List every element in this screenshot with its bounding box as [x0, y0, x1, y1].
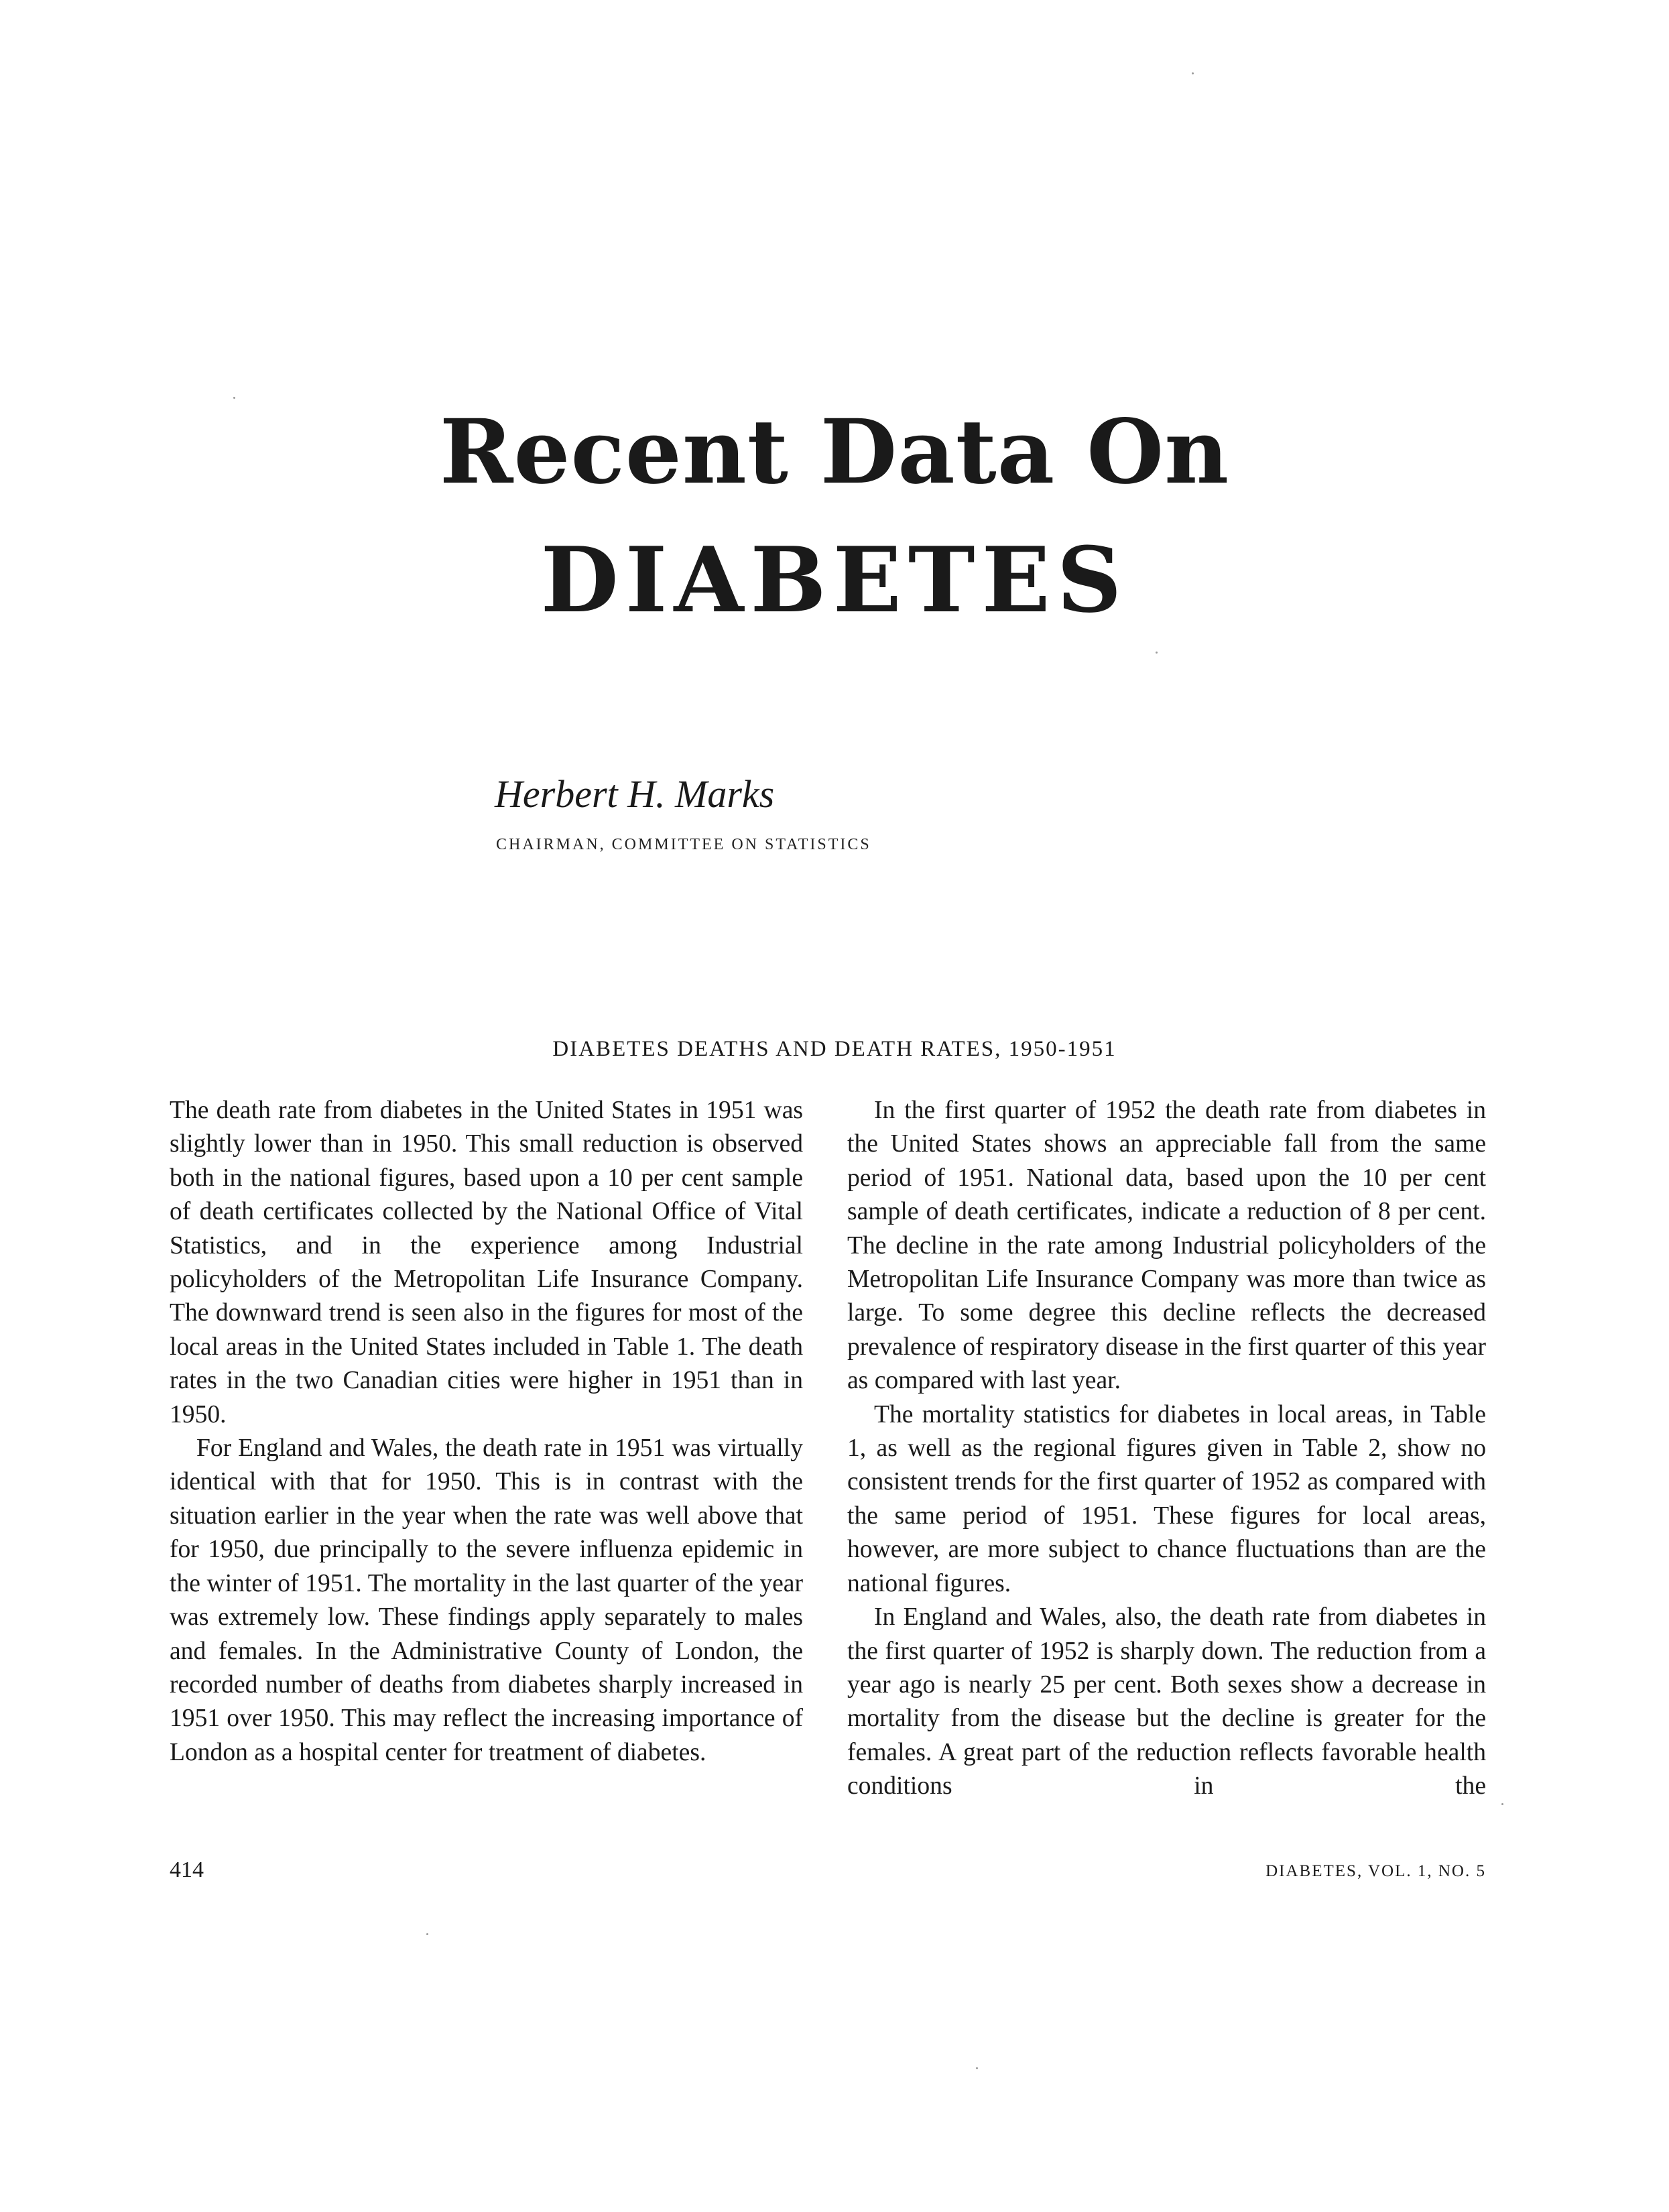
article-title-line-2: DIABETES — [540, 527, 1129, 633]
scan-speck — [1192, 72, 1194, 74]
journal-running-footer: DIABETES, VOL. 1, NO. 5 — [1265, 1862, 1486, 1880]
right-paragraph-1: In the first quarter of 1952 the death rate from diabetes in the United States shows an appreciable fall from the same period of 1951. National data, based upon the 10 per cent sample of death certificates, indicate a reduction of 8 per cent. The decline in the rate among Industrial policyholders of the Metropolitan Life Insurance Company was more than twice as large. To some degree this decline reflects the decreased prevalence of respiratory disease in the first quarter of this year as compared with last year. — [847, 1097, 1486, 1395]
page-number: 414 — [170, 1857, 204, 1882]
scan-speck — [1156, 652, 1158, 654]
author-name: Herbert H. Marks — [495, 772, 775, 816]
article-title-line-1: Recent Data On — [439, 400, 1230, 504]
scan-speck — [1501, 1803, 1503, 1805]
scan-speck — [426, 1933, 428, 1935]
right-paragraph-2: The mortality statistics for diabetes in local areas, in Table 1, as well as the regional figures given in Table 2, show no consistent trends for the first quarter of 1952 as compared with the same period of 1951. These figures for local areas, however, are more subject to chance fluctuations than are the national figures. — [847, 1400, 1486, 1597]
right-paragraph-3: In England and Wales, also, the death rate from diabetes in the first quarter of 1952 is sharply down. The reduction from a year ago is nearly 25 per cent. Both sexes show a decrease in mortality from the disease but the decline is greater for the females. A great part of the reduction reflects favorable health conditions in the — [847, 1603, 1486, 1800]
left-paragraph-1: The death rate from diabetes in the United States in 1951 was slightly lower than in 1950. This small reduction is observed both in the national figures, based upon a 10 per cent sample of death certificates collected by the National Office of Vital Statistics, and in the experience among Industrial policyholders of the Metropolitan Life Insurance Company. The downward trend is seen also in the figures for most of the local areas in the United States included in Table 1. The death rates in the two Canadian cities were higher in 1951 than in 1950. — [170, 1097, 803, 1428]
left-text-column — [170, 1094, 803, 1770]
scan-speck — [233, 397, 235, 399]
right-text-column — [847, 1094, 1486, 1804]
section-heading: DIABETES DEATHS AND DEATH RATES, 1950-1951 — [552, 1037, 1117, 1061]
scan-speck — [976, 2067, 978, 2069]
author-affiliation: CHAIRMAN, COMMITTEE ON STATISTICS — [496, 836, 871, 853]
left-paragraph-2: For England and Wales, the death rate in 1951 was virtually identical with that for 1950. This is in contrast with the situation earlier in the year when the rate was well above that for 1950, due principally to the severe influenza epidemic in the winter of 1951. The mortality in the last quarter of the year was extremely low. These findings apply separately to males and females. In the Administrative County of London, the recorded number of deaths from diabetes sharply increased in 1951 over 1950. This may reflect the increasing importance of London as a hospital center for treatment of diabetes. — [170, 1434, 803, 1766]
